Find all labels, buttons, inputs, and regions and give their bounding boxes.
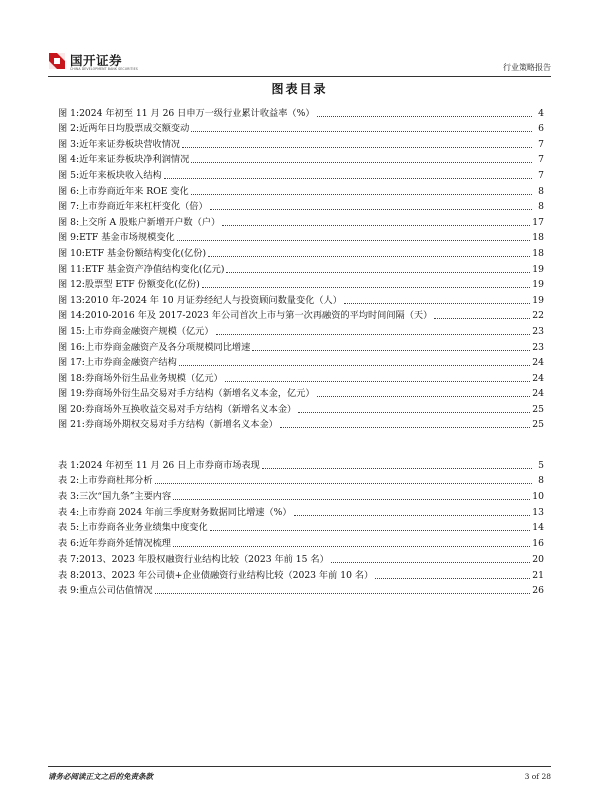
- figure-label: 图 4:: [58, 154, 80, 166]
- figure-page-number: 17: [532, 216, 544, 228]
- figure-title: 上市券商金融资产结构: [84, 357, 177, 369]
- figure-label: 图 1:: [58, 107, 80, 119]
- table-entry[interactable]: [58, 582, 544, 598]
- table-label: 表 2:: [58, 475, 80, 487]
- figure-label: 图 10:: [58, 247, 85, 259]
- table-label: 表 5:: [58, 522, 80, 534]
- figure-title: 券商场外衍生品业务规模（亿元）: [84, 372, 223, 384]
- page-header: [48, 50, 551, 76]
- figure-page-number: 23: [532, 325, 544, 337]
- figure-title: 2010 年-2024 年 10 月证券经纪人与投资顾问数量变化（人）: [84, 294, 342, 306]
- dot-leader: [164, 178, 532, 179]
- figure-label: 图 8:: [58, 216, 80, 228]
- dot-leader: [222, 225, 530, 226]
- figure-page-number: 7: [538, 154, 544, 166]
- figure-label: 图 6:: [58, 185, 80, 197]
- figure-page-number: 18: [532, 247, 544, 259]
- table-page-number: 14: [532, 522, 544, 534]
- figure-entry[interactable]: [58, 213, 544, 229]
- table-entry[interactable]: [58, 550, 544, 566]
- figure-entry[interactable]: [58, 151, 544, 167]
- figure-entry[interactable]: [58, 369, 544, 385]
- table-title: 重点公司估值情况: [79, 585, 153, 597]
- dot-leader: [210, 530, 531, 531]
- logo-company-name: 国开证券: [70, 53, 123, 68]
- figure-entry[interactable]: [58, 104, 544, 120]
- figure-title: 近两年日均股票成交额变动: [79, 123, 190, 135]
- table-page-number: 26: [532, 585, 544, 597]
- table-page-number: 8: [538, 475, 544, 487]
- figure-page-number: 18: [532, 232, 544, 244]
- figure-page-number: 7: [538, 138, 544, 150]
- figure-page-number: 25: [532, 403, 544, 415]
- dot-leader: [173, 546, 530, 547]
- figure-title: 近年来板块收入结构: [79, 169, 162, 181]
- dot-leader: [177, 240, 531, 241]
- figure-label: 图 19:: [58, 388, 85, 400]
- dot-leader: [317, 396, 531, 397]
- table-label: 表 4:: [58, 506, 80, 518]
- dot-leader: [216, 334, 531, 335]
- figure-entry[interactable]: [58, 291, 544, 307]
- figure-entry[interactable]: [58, 322, 544, 338]
- figure-page-number: 24: [532, 357, 544, 369]
- dot-leader: [331, 562, 531, 563]
- table-label: 表 3:: [58, 491, 80, 503]
- figure-label: 图 13:: [58, 294, 85, 306]
- dot-leader: [298, 412, 530, 413]
- figure-entry[interactable]: [58, 354, 544, 370]
- table-page-number: 20: [532, 553, 544, 565]
- dot-leader: [317, 116, 532, 117]
- table-page-number: 13: [532, 506, 544, 518]
- table-entry[interactable]: [58, 472, 544, 488]
- figure-entry[interactable]: [58, 400, 544, 416]
- table-list: [58, 456, 544, 597]
- dot-leader: [155, 593, 531, 594]
- dot-leader: [262, 468, 532, 469]
- figure-entry[interactable]: [58, 229, 544, 245]
- figure-page-number: 24: [532, 388, 544, 400]
- dot-leader: [155, 483, 532, 484]
- table-title: 2024 年初至 11 月 26 日上市券商市场表现: [79, 459, 260, 471]
- figure-title: 券商场外互换收益交易对手方结构（新增名义本金）: [84, 403, 297, 415]
- dot-leader: [252, 350, 530, 351]
- table-label: 表 8:: [58, 569, 80, 581]
- table-label: 表 6:: [58, 538, 80, 550]
- figure-page-number: 19: [532, 279, 544, 291]
- figure-label: 图 15:: [58, 325, 85, 337]
- table-label: 表 1:: [58, 459, 80, 471]
- report-type: 行业策略报告: [503, 63, 551, 72]
- figure-page-number: 24: [532, 372, 544, 384]
- dot-leader: [226, 272, 530, 273]
- figure-title: 上市券商金融资产规模（亿元）: [84, 325, 214, 337]
- table-entry[interactable]: [58, 487, 544, 503]
- header-divider: [48, 76, 551, 77]
- figure-entry[interactable]: [58, 244, 544, 260]
- figure-page-number: 6: [538, 123, 544, 135]
- dot-leader: [434, 318, 530, 319]
- figure-entry[interactable]: [58, 338, 544, 354]
- figure-entry[interactable]: [58, 276, 544, 292]
- table-entry[interactable]: [58, 503, 544, 519]
- figure-title: 近年来证券板块净利润情况: [79, 154, 190, 166]
- dot-leader: [344, 303, 530, 304]
- table-entry[interactable]: [58, 456, 544, 472]
- figure-entry[interactable]: [58, 260, 544, 276]
- figure-label: 图 14:: [58, 310, 85, 322]
- table-page-number: 21: [532, 569, 544, 581]
- figure-page-number: 8: [538, 185, 544, 197]
- figure-label: 图 2:: [58, 123, 80, 135]
- figure-label: 图 20:: [58, 403, 85, 415]
- figure-page-number: 25: [532, 419, 544, 431]
- table-entry[interactable]: [58, 566, 544, 582]
- figure-label: 图 21:: [58, 419, 85, 431]
- table-title: 2013、2023 年股权融资行业结构比较（2023 年前 15 名）: [79, 553, 329, 565]
- figure-title: 股票型 ETF 份额变化(亿份): [84, 279, 200, 291]
- figure-page-number: 23: [532, 341, 544, 353]
- table-page-number: 16: [532, 538, 544, 550]
- dot-leader: [191, 194, 532, 195]
- figure-entry[interactable]: [58, 182, 544, 198]
- table-title: 近年券商外延情况梳理: [79, 538, 171, 550]
- dot-leader: [208, 256, 530, 257]
- figure-entry[interactable]: [58, 198, 544, 214]
- company-logo: [48, 50, 178, 76]
- dot-leader: [179, 365, 531, 366]
- figure-entry[interactable]: [58, 385, 544, 401]
- figure-title: ETF 基金资产净值结构变化(亿元): [84, 263, 225, 275]
- figure-page-number: 8: [538, 201, 544, 213]
- figure-page-number: 19: [532, 263, 544, 275]
- table-label: 表 7:: [58, 553, 80, 565]
- table-title: 上市券商杜邦分析: [79, 475, 153, 487]
- figure-title: 券商场外衍生品交易对手方结构（新增名义本金，亿元）: [84, 388, 315, 400]
- figure-label: 图 3:: [58, 138, 80, 150]
- figure-title: 上市券商金融资产及各分项规模同比增速: [84, 341, 251, 353]
- figure-label: 图 12:: [58, 279, 85, 291]
- figure-title: 上市券商近年来 ROE 变化: [79, 185, 189, 197]
- dot-leader: [182, 147, 532, 148]
- table-title: 三次“国九条”主要内容: [79, 491, 172, 503]
- table-title: 2013、2023 年公司债+企业债融资行业结构比较（2023 年前 10 名）: [79, 569, 374, 581]
- figure-title: 券商场外期权交易对手方结构（新增名义本金）: [84, 419, 278, 431]
- dot-leader: [173, 499, 530, 500]
- figure-page-number: 22: [532, 310, 544, 322]
- table-label: 表 9:: [58, 585, 80, 597]
- figure-label: 图 5:: [58, 169, 80, 181]
- figure-title: 2024 年初至 11 月 26 日申万一级行业累计收益率（%）: [79, 107, 315, 119]
- footer-divider: [48, 766, 551, 767]
- table-entry[interactable]: [58, 534, 544, 550]
- logo-mark-icon: [48, 52, 66, 70]
- dot-leader: [375, 578, 530, 579]
- figure-entry[interactable]: [58, 307, 544, 323]
- dot-leader: [202, 287, 530, 288]
- dot-leader: [191, 162, 532, 163]
- dot-leader: [225, 381, 531, 382]
- figure-entry[interactable]: [58, 120, 544, 136]
- figure-list: [58, 104, 544, 431]
- figure-page-number: 4: [538, 107, 544, 119]
- figure-label: 图 17:: [58, 357, 85, 369]
- table-title: 上市券商 2024 年前三季度财务数据同比增速（%）: [79, 506, 292, 518]
- figure-page-number: 19: [532, 294, 544, 306]
- table-entry[interactable]: [58, 519, 544, 535]
- page-title: 图表目录: [271, 82, 328, 96]
- figure-entry[interactable]: [58, 416, 544, 432]
- dot-leader: [191, 131, 532, 132]
- figure-label: 图 16:: [58, 341, 85, 353]
- figure-entry[interactable]: [58, 166, 544, 182]
- dot-leader: [294, 515, 531, 516]
- table-page-number: 10: [532, 491, 544, 503]
- figure-label: 图 9:: [58, 232, 80, 244]
- figure-title: 2010-2016 年及 2017-2023 年公司首次上市与第一次再融资的平均时间间隔（天）: [84, 310, 433, 322]
- dot-leader: [210, 209, 532, 210]
- figure-label: 图 18:: [58, 372, 85, 384]
- figure-title: ETF 基金份额结构变化(亿份): [84, 247, 207, 259]
- logo-company-name-en: CHINA DEVELOPMENT BANK SECURITIES: [70, 67, 138, 71]
- page-number: 3 of 28: [524, 772, 551, 781]
- figure-title: 近年来证券板块营收情况: [79, 138, 181, 150]
- figure-label: 图 11:: [58, 263, 85, 275]
- table-page-number: 5: [538, 459, 544, 471]
- table-title: 上市券商各业务业绩集中度变化: [79, 522, 208, 534]
- figure-title: 上交所 A 股账户新增开户数（户）: [79, 216, 221, 228]
- figure-page-number: 7: [538, 169, 544, 181]
- figure-entry[interactable]: [58, 135, 544, 151]
- disclaimer-text: 请务必阅读正文之后的免责条款: [48, 772, 153, 781]
- figure-label: 图 7:: [58, 201, 80, 213]
- figure-title: ETF 基金市场规模变化: [79, 232, 175, 244]
- dot-leader: [280, 427, 530, 428]
- figure-title: 上市券商近年来杠杆变化（倍）: [79, 201, 208, 213]
